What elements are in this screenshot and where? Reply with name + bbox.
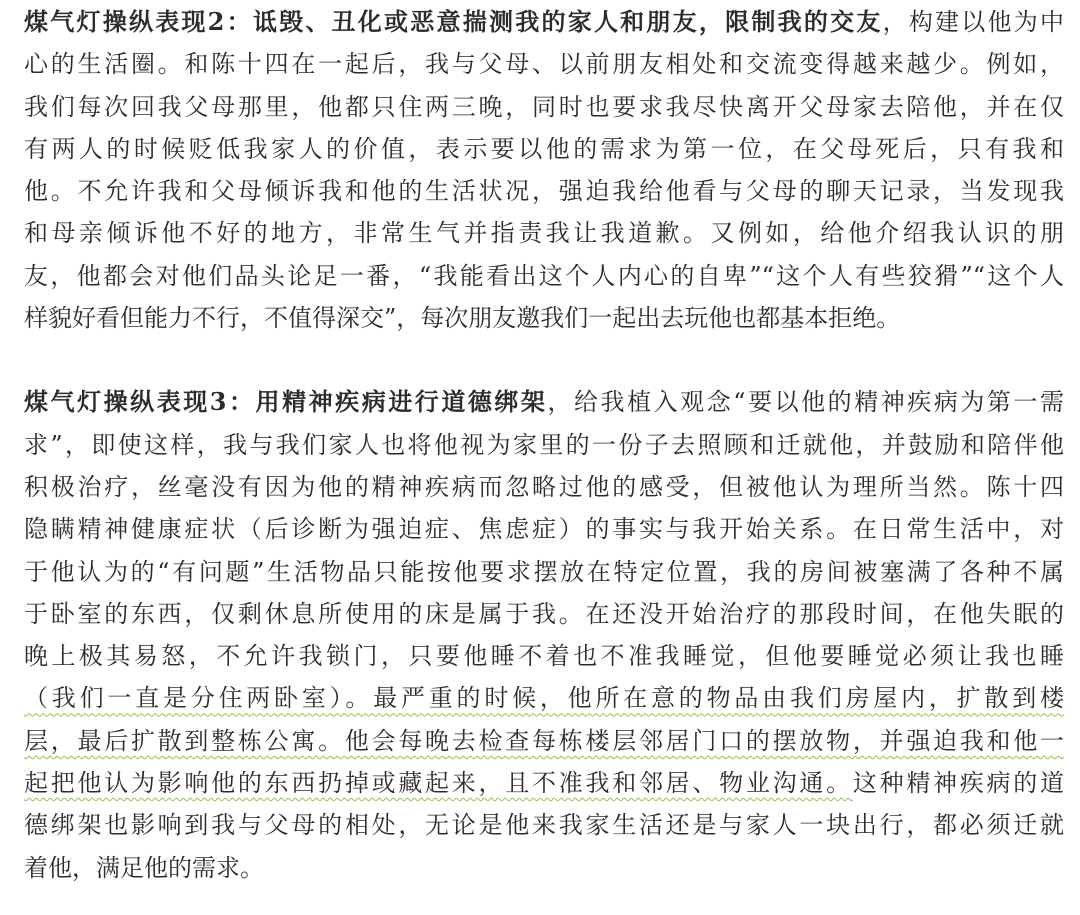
article-body [24,0,1064,889]
paragraph-heading: 煤气灯操纵表现3：用精神疾病进行道德绑架 [24,387,548,417]
text-line: 样貌好看但能力不行，不值得深交”，每次朋友邀我们一起出去玩他也都基本拒绝。 [24,304,901,333]
text-line [24,762,1064,804]
text-line: 有两人的时候贬低我家人的价值，表示要以他的需求为第一位，在父母死后，只有我和 [24,134,1064,163]
text-line: 于卧室的东西，仅剩休息所使用的床是属于我。在还没开始治疗的那段时间，在他失眠的 [24,599,1064,628]
text-line: 心的生活圈。和陈十四在一起后，我与父母、以前朋友相处和交流变得越来越少。例如， [24,50,1064,79]
paragraph-heading: 煤气灯操纵表现2：诋毁、丑化或恶意揣测我的家人和朋友，限制我的交友 [24,7,883,36]
grammar-flagged-line[interactable]: 层，最后扩散到整栋公寓。他会每晚去检查每栋楼层邻居门口的摆放物，并强迫我和他一 [24,726,1064,755]
text-segment: 这种精神疾病的道 [852,769,1065,798]
text-line: 和母亲倾诉他不好的地方，非常生气并指责我让我道歉。又例如，给他介绍我认识的朋 [24,219,1064,248]
text-line: 他。不允许我和父母倾诉我和他的生活状况，强迫我给他看与父母的聊天记录，当发现我 [24,177,1064,206]
text-line: 着他，满足他的需求。 [24,853,264,882]
paragraph-gaslighting-3 [24,381,1064,889]
text-line [24,1,1064,43]
grammar-flagged-line[interactable]: （我们一直是分住两卧室）。最严重的时候，他所在意的物品由我们房屋内，扩散到楼 [24,684,1064,713]
text-line: 隐瞒精神健康症状（后诊断为强迫症、焦虑症）的事实与我开始关系。在日常生活中，对 [24,515,1064,544]
text-line: 晚上极其易怒，不允许我锁门，只要他睡不着也不准我睡觉，但他要睡觉必须让我也睡 [24,642,1064,671]
text-line: 于他认为的“有问题”生活物品只能按他要求摆放在特定位置，我的房间被塞满了各种不属 [24,557,1064,586]
text-line: 我们每次回我父母那里，他都只住两三晚，同时也要求我尽快离开父母家去陪他，并在仅 [24,92,1064,121]
text-segment: ，构建以他为中 [882,8,1065,36]
text-line: 德绑架也影响到我与父母的相处，无论是他来我家生活还是与家人一块出行，都必须迁就 [24,811,1064,840]
text-segment: ，给我植入观念“要以他的精神疾病为第一需 [547,388,1064,417]
grammar-flagged-segment[interactable]: 起把他认为影响他的东西扔掉或藏起来，且不准我和邻居、物业沟通。 [24,769,853,798]
text-line: 求”，即使这样，我与我们家人也将他视为家里的一份子去照顾和迁就他，并鼓励和陪伴他 [24,430,1064,459]
text-line: 积极治疗，丝毫没有因为他的精神疾病而忽略过他的感受，但被他认为理所当然。陈十四 [24,472,1064,501]
text-line: 友，他都会对他们品头论足一番，“我能看出这个人内心的自卑”“这个人有些狡猾”“这个人 [24,261,1064,290]
paragraph-gaslighting-2 [24,0,1064,339]
text-line [24,381,1064,423]
